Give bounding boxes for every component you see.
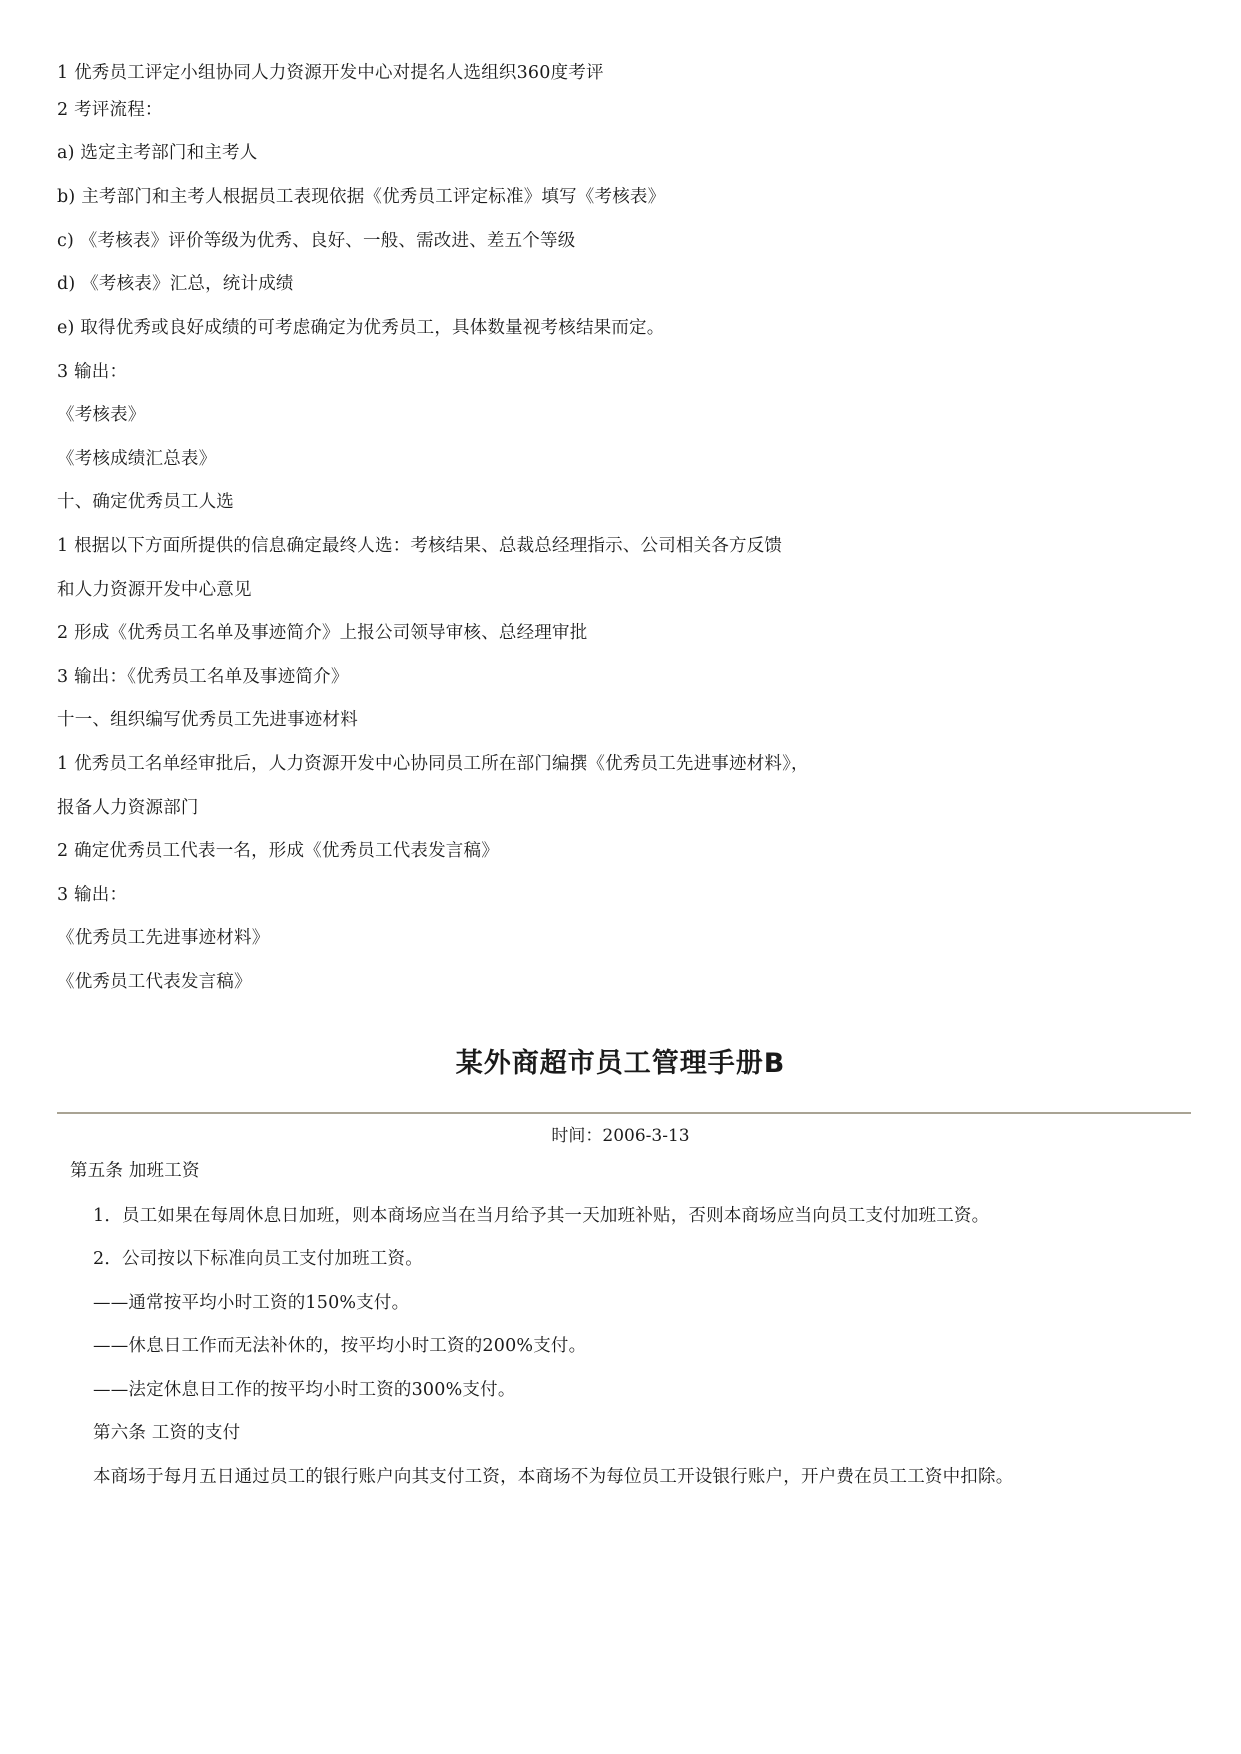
- article-title: 某外商超市员工管理手册B: [455, 1048, 786, 1079]
- text-line: 《优秀员工代表发言稿》: [57, 972, 252, 992]
- text-line: 2 确定优秀员工代表一名，形成《优秀员工代表发言稿》: [57, 841, 499, 861]
- text-line: d) 《考核表》汇总，统计成绩: [57, 274, 294, 294]
- article-dash-2: ——休息日工作而无法补休的，按平均小时工资的200%支付。: [93, 1336, 587, 1356]
- article-heading-5: 第五条 加班工资: [70, 1161, 200, 1181]
- article-heading-6: 第六条 工资的支付: [93, 1423, 241, 1443]
- text-line: 《考核表》: [57, 405, 146, 425]
- text-line: c) 《考核表》评价等级为优秀、良好、一般、需改进、差五个等级: [57, 231, 576, 251]
- text-line: e) 取得优秀或良好成绩的可考虑确定为优秀员工，具体数量视考核结果而定。: [57, 318, 665, 338]
- title-divider: [57, 1112, 1191, 1114]
- text-line: 和人力资源开发中心意见: [57, 580, 252, 600]
- section-heading: 十、确定优秀员工人选: [57, 492, 234, 512]
- article-item-1: 1．员工如果在每周休息日加班，则本商场应当在当月给予其一天加班补贴，否则本商场应当向员工支付加班工资。: [93, 1206, 990, 1226]
- article-dash-3: ——法定休息日工作的按平均小时工资的300%支付。: [93, 1380, 516, 1400]
- article-dash-1: ——通常按平均小时工资的150%支付。: [93, 1293, 410, 1313]
- article-para-6: 本商场于每月五日通过员工的银行账户向其支付工资，本商场不为每位员工开设银行账户，开户费在员工工资中扣除。: [93, 1467, 1014, 1487]
- article-item-2: 2．公司按以下标准向员工支付加班工资。: [93, 1249, 423, 1269]
- text-line: 3 输出：: [57, 885, 128, 905]
- text-line: 1 根据以下方面所提供的信息确定最终人选：考核结果、总裁总经理指示、公司相关各方反馈: [57, 536, 783, 556]
- text-line: 报备人力资源部门: [57, 798, 199, 818]
- section-heading: 十一、组织编写优秀员工先进事迹材料: [57, 710, 358, 730]
- text-line: 1 优秀员工评定小组协同人力资源开发中心对提名人选组织360度考评: [57, 63, 604, 83]
- text-line: a) 选定主考部门和主考人: [57, 143, 258, 163]
- text-line: 3 输出：: [57, 362, 128, 382]
- text-line: 2 考评流程：: [57, 100, 163, 120]
- text-line: b) 主考部门和主考人根据员工表现依据《优秀员工评定标准》填写《考核表》: [57, 187, 666, 207]
- article-date: 时间：2006-3-13: [551, 1126, 690, 1146]
- text-line: 1 优秀员工名单经审批后，人力资源开发中心协同员工所在部门编撰《优秀员工先进事迹材料》，: [57, 754, 809, 774]
- text-line: 《考核成绩汇总表》: [57, 449, 217, 469]
- text-line: 《优秀员工先进事迹材料》: [57, 928, 270, 948]
- text-line: 3 输出：《优秀员工名单及事迹简介》: [57, 667, 349, 687]
- text-line: 2 形成《优秀员工名单及事迹简介》上报公司领导审核、总经理审批: [57, 623, 588, 643]
